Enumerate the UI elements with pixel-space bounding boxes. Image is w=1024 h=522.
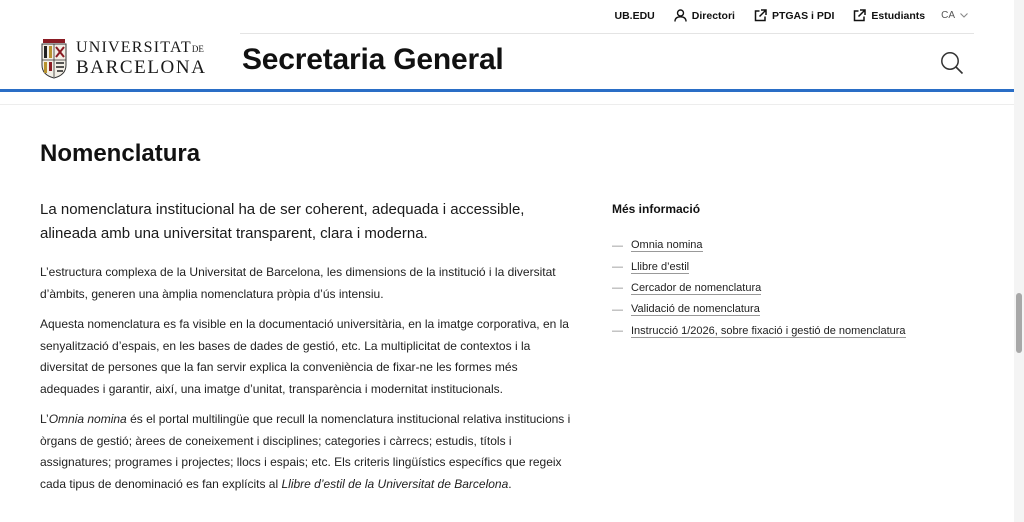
person-icon: [674, 9, 687, 22]
directori-label: Directori: [691, 9, 735, 22]
header-accent-bar: [0, 89, 1014, 92]
header-sub-divider: [0, 104, 1014, 105]
scrollbar-thumb[interactable]: [1016, 293, 1022, 353]
chevron-down-icon: [960, 13, 968, 18]
p3-mid: és el portal multilingüe que recull la nomenclatura institucional relativa institucions i òrgans de gestió; àrees de coneixement i disciplines; categories i càrrecs; estudis, títols i assignatures; programes i projectes; llocs i espais; etc. Els criteris lingüístics específics que regeix cada tipus de denominació es fan explícits al: [40, 412, 571, 491]
list-dash: —: [612, 325, 623, 338]
ub-edu-link[interactable]: UB.EDU: [614, 9, 655, 22]
top-utility-bar: [0, 0, 1024, 33]
page-title: Nomenclatura: [40, 140, 201, 167]
more-info-aside: [612, 202, 952, 342]
logo-line2: BARCELONA: [76, 56, 207, 78]
language-selector[interactable]: [941, 10, 968, 21]
logo-de: DE: [191, 43, 204, 54]
logo-line1: UNIVERSITAT: [76, 38, 192, 56]
list-dash: —: [612, 239, 623, 252]
site-header: [0, 34, 1024, 90]
page-scrollbar[interactable]: [1014, 0, 1024, 522]
aside-title: Més informació: [612, 202, 701, 216]
ptgas-label: PTGAS i PDI: [771, 9, 835, 22]
directori-link[interactable]: [674, 9, 735, 22]
link-instruccio-nomenclatura[interactable]: Instrucció 1/2026, sobre fixació i gestió de nomenclatura: [631, 324, 906, 337]
list-dash: —: [612, 261, 623, 274]
list-item: [612, 235, 952, 256]
paragraph-3: [40, 409, 580, 495]
list-item: [612, 299, 952, 320]
main-content: [40, 198, 580, 504]
list-dash: —: [612, 303, 623, 316]
utility-nav: [615, 9, 968, 22]
lead-paragraph: La nomenclatura institucional ha de ser coherent, adequada i accessible, alineada amb una universitat transparent, clara i moderna.: [40, 201, 525, 242]
list-item: [612, 256, 952, 277]
p3-end: .: [508, 476, 512, 491]
llibre-estil-em: Llibre d’estil de la Universitat de Barcelona: [281, 476, 509, 491]
paragraph-2: Aquesta nomenclatura es fa visible en la documentació universitària, en la imatge corporativa, en la senyalització d’espais, en les bases de dades de gestió, etc. La multiplicitat de contextos i la diversitat de persones que la fan servir explica la conveniència de fixar-ne les formes més adequades i garantir, així, una imatge d’unitat, transparència i modernitat institucionals.: [40, 317, 569, 396]
link-cercador-nomenclatura[interactable]: Cercador de nomenclatura: [631, 281, 762, 294]
list-item: [612, 278, 952, 299]
more-info-list: [612, 235, 952, 342]
university-logo[interactable]: [40, 37, 207, 79]
external-link-icon: [754, 9, 767, 22]
estudiants-label: Estudiants: [871, 9, 926, 22]
link-llibre-estil[interactable]: Llibre d’estil: [631, 260, 690, 273]
external-link-icon: [853, 9, 866, 22]
ptgas-link[interactable]: [754, 9, 834, 22]
university-crest-icon: [40, 37, 68, 79]
paragraph-1: L’estructura complexa de la Universitat de Barcelona, les dimensions de la institució i la diversitat d’àmbits, generen una àmplia nomenclatura pròpia d’ús intensiu.: [40, 265, 556, 301]
link-omnia-nomina[interactable]: Omnia nomina: [631, 239, 703, 252]
list-dash: —: [612, 282, 623, 295]
site-title[interactable]: Secretaria General: [242, 43, 504, 76]
list-item: [612, 321, 952, 342]
link-validacio-nomenclatura[interactable]: Validació de nomenclatura: [631, 303, 760, 316]
p3-pre: L’: [40, 412, 49, 426]
omnia-nomina-em: Omnia nomina: [48, 412, 127, 426]
search-button[interactable]: [939, 50, 965, 76]
estudiants-link[interactable]: [853, 9, 925, 22]
search-icon: [939, 50, 965, 76]
language-label: CA: [941, 10, 955, 21]
